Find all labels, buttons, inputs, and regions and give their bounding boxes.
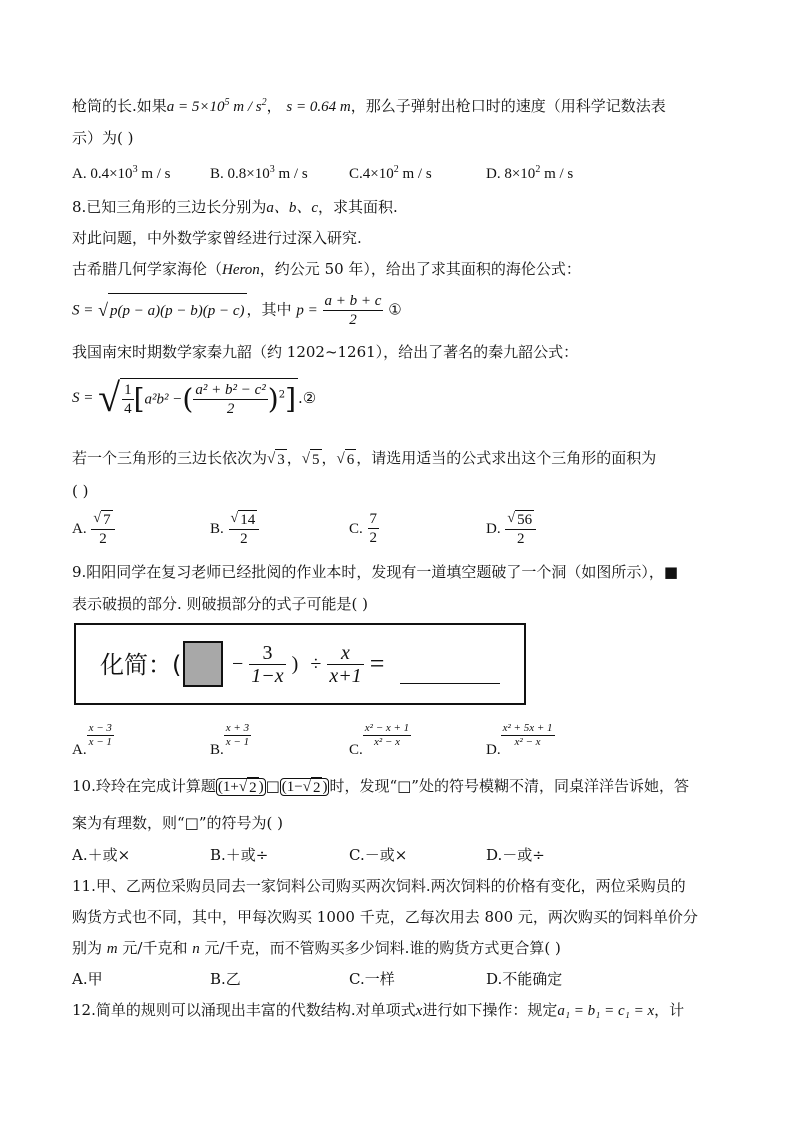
damaged-hole [183, 641, 223, 687]
q7-option-c[interactable]: $C.4\times 10^2$ m / s [349, 164, 432, 182]
q7-text: 枪筒的长.如果 [72, 97, 167, 115]
q8-line3: 古希腊几何学家海伦（Heron，约公元 50 年），给出了求其面积的海伦公式： [72, 260, 581, 278]
q11-option-d[interactable]: D.不能确定 [486, 970, 563, 988]
q7-option-d[interactable]: D. $8\times 10^2$ m / s [486, 164, 574, 182]
q8-line8: ( ) [72, 482, 89, 500]
heron-formula: S = √ p(p − a)(p − b)(p − c) ，其中 p = $\frac{a + b + c}{2}$ ① [72, 293, 402, 328]
q7-a-expr: $a = 5\times 10^5$ m / $s^2$ [166, 97, 267, 115]
q8-option-a[interactable]: A. $\frac{√ 7}{2}$ [72, 510, 115, 548]
q10-option-d[interactable]: D.－或÷ [486, 846, 545, 864]
q8-line1: 8.已知三角形的三边长分别为a、b、c，求其面积. [72, 198, 398, 216]
q11-option-b[interactable]: B.乙 [210, 970, 241, 988]
answer-blank [400, 683, 500, 684]
q9-option-b[interactable]: B. $\frac{x + 3}{x - 1}$ [210, 722, 250, 758]
q11-line3: 别为 m 元/千克和 n 元/千克，而不管购买多少饲料.谁的购货方式更合算( ) [72, 939, 561, 957]
q9-option-a[interactable]: A. $\frac{x - 3}{x - 1}$ [72, 722, 112, 758]
box-expression: − $\frac{3}{1-x}$ ) ÷ $\frac{x}{x+1}$ = [232, 641, 385, 687]
q9-line2: 表示破损的部分. 则破损部分的式子可能是( ) [72, 595, 369, 613]
q8-option-b[interactable]: B. $\frac{√ 14}{2}$ [210, 510, 259, 548]
q8-line5: 我国南宋时期数学家秦九韶（约 1202~1261），给出了著名的秦九韶公式： [72, 343, 579, 361]
q7-option-a[interactable]: A. $0.4\times 10^3$ m / s [72, 164, 171, 182]
q8-line7: 若一个三角形的三边长依次为√ 3 ，√ 5 ，√ 6 ，请选用适当的公式求出这个三角形的面积为 [72, 449, 657, 468]
q12-line1: 12.简单的规则可以涌现出丰富的代数结构.对单项式x进行如下操作：规定a₁ = b₁ = c₁ = x，计 [72, 1001, 685, 1019]
q10-option-c[interactable]: C.－或× [349, 846, 408, 864]
q8-option-c[interactable]: C. $\frac{7}{2}$ [349, 511, 378, 546]
q9-option-c[interactable]: C. $\frac{\text{x² − x + 1}}{\text{x² − x}}$ [349, 722, 410, 758]
q11-option-c[interactable]: C.一样 [349, 970, 395, 988]
q10-option-b[interactable]: B.＋或÷ [210, 846, 269, 864]
q7-option-b[interactable]: B. $0.8\times 10^3$ m / s [210, 164, 308, 182]
q9-option-d[interactable]: D. $\frac{\text{x² + 5x + 1}}{\text{x² − x}}$ [486, 722, 553, 758]
q8-line2: 对此问题，中外数学家曾经进行过深入研究. [72, 229, 362, 247]
box-label: 化简：( [100, 651, 182, 679]
q11-option-a[interactable]: A.甲 [72, 970, 103, 988]
q9-line1: 9.阳阳同学在复习老师已经批阅的作业本时，发现有一道填空题破了一个洞（如图所示），■ [72, 563, 678, 581]
q7-line2: 示）为( ) [72, 129, 134, 147]
q7-text-post: ，那么子弹射出枪口时的速度（用科学记数法表 [350, 97, 666, 115]
qin-formula: S = √ $\frac{1}{4}$ [a²b² −( $\frac{\text{a² + b² − c²}}{2}$ )$^2$] .② [72, 375, 317, 420]
q7-s-expr: s = 0.64 m [286, 99, 351, 115]
q10-line2: 案为有理数，则“□”的符号为( ) [72, 814, 283, 832]
q11-line1: 11.甲、乙两位采购员同去一家饲料公司购买两次饲料.两次饲料的价格有变化，两位采购员的 [72, 877, 686, 895]
q10-option-a[interactable]: A.＋或× [72, 846, 131, 864]
q7-line1: 枪筒的长.如果$a = 5\times 10^5$ m / $s^2$， s = 0.64 m，那么子弹射出枪口时的速度（用科学记数法表 [72, 97, 666, 115]
q11-line2: 购货方式也不同，其中，甲每次购买 1000 千克，乙每次用去 800 元，两次购买的饲料单价分 [72, 908, 698, 926]
q8-option-d[interactable]: D. $\frac{√ 56}{2}$ [486, 510, 536, 548]
q10-line1: 10.玲玲在完成计算题 (1+√ 2 ) □ (1−√ 2 ) 时，发现“□”处的符号模糊不清，同桌洋洋告诉她，答 [72, 777, 689, 797]
sqrt-sign: √ p(p − a)(p − b)(p − c) [98, 293, 246, 328]
